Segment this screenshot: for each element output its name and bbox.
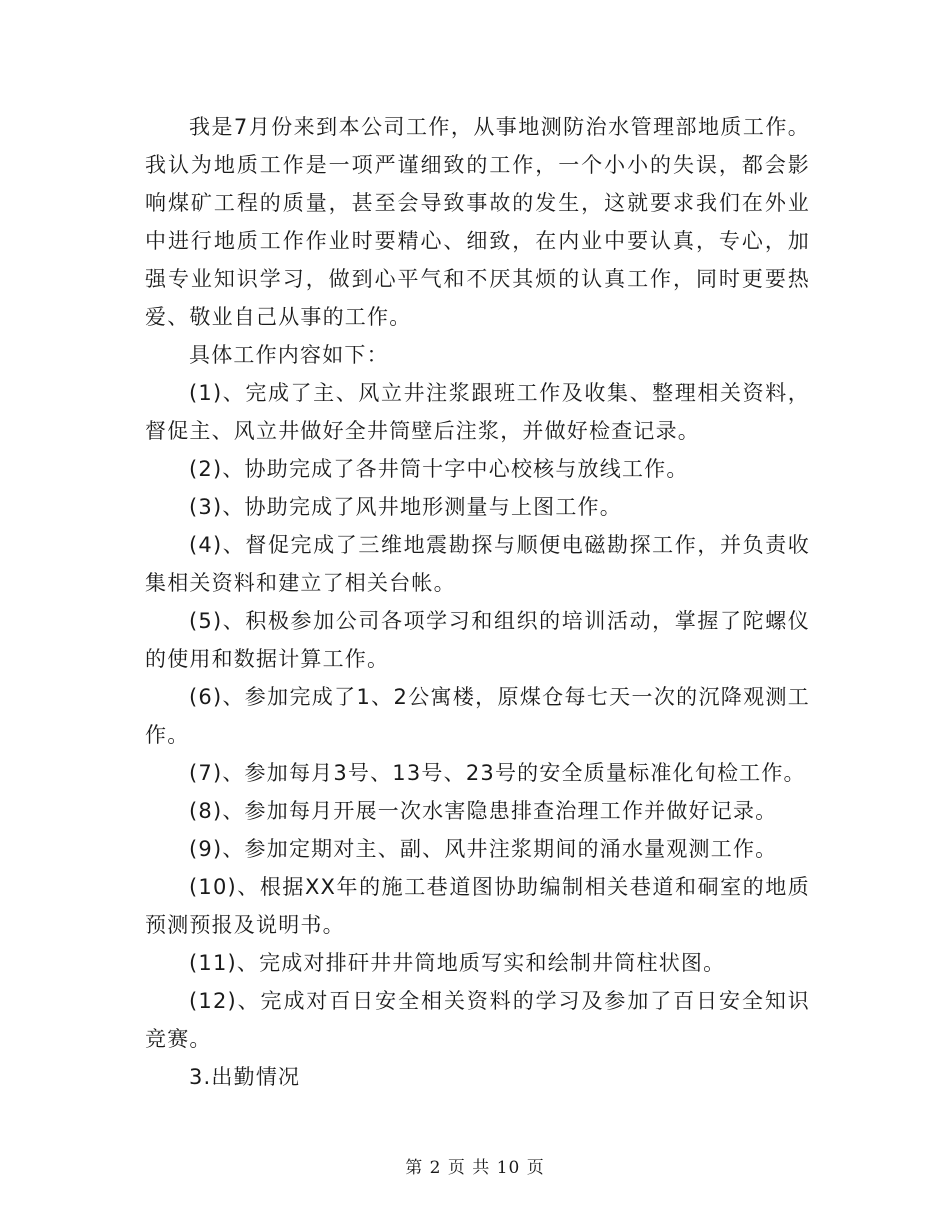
paragraph-intro: 我是7月份来到本公司工作，从事地测防治水管理部地质工作。我认为地质工作是一项严谨细致的工作，一个小小的失误，都会影响煤矿工程的质量，甚至会导致事故的发生，这就要求我们在外业中进行地质工作作业时要精心、细致，在内业中要认真，专心，加强专业知识学习，做到心平气和不厌其烦的认真工作，同时更要热爱、敬业自己从事的工作。 [145, 115, 810, 329]
document-body [145, 108, 810, 1096]
list-item-7: (7)、参加每月3号、13号、23号的安全质量标准化旬检工作。 [189, 761, 806, 785]
list-item-9: (9)、参加定期对主、副、风井注浆期间的涌水量观测工作。 [189, 837, 778, 861]
list-item-2: (2)、协助完成了各井筒十字中心校核与放线工作。 [189, 457, 689, 481]
list-item-5: (5)、积极参加公司各项学习和组织的培训活动，掌握了陀螺仪的使用和数据计算工作。 [145, 609, 810, 671]
list-item-10: (10)、根据XX年的施工巷道图协助编制相关巷道和硐室的地质预测预报及说明书。 [145, 875, 810, 937]
list-item-6: (6)、参加完成了1、2公寓楼，原煤仓每七天一次的沉降观测工作。 [145, 685, 810, 747]
list-item-1: (1)、完成了主、风立井注浆跟班工作及收集、整理相关资料，督促主、风立井做好全井筒壁后注浆，并做好检查记录。 [145, 381, 810, 443]
list-item-12: (12)、完成对百日安全相关资料的学习及参加了百日安全知识竞赛。 [145, 989, 810, 1051]
list-item-8: (8)、参加每月开展一次水害隐患排查治理工作并做好记录。 [189, 799, 778, 823]
page-footer: 第 2 页 共 10 页 [405, 1158, 545, 1178]
list-item-11: (11)、完成对排矸井井筒地质写实和绘制井筒柱状图。 [189, 951, 726, 975]
section-heading-attendance: 3.出勤情况 [189, 1065, 301, 1089]
list-item-3: (3)、协助完成了风井地形测量与上图工作。 [189, 495, 622, 519]
paragraph-work-heading: 具体工作内容如下： [189, 343, 389, 367]
list-item-4: (4)、督促完成了三维地震勘探与顺便电磁勘探工作，并负责收集相关资料和建立了相关台帐。 [145, 533, 810, 595]
